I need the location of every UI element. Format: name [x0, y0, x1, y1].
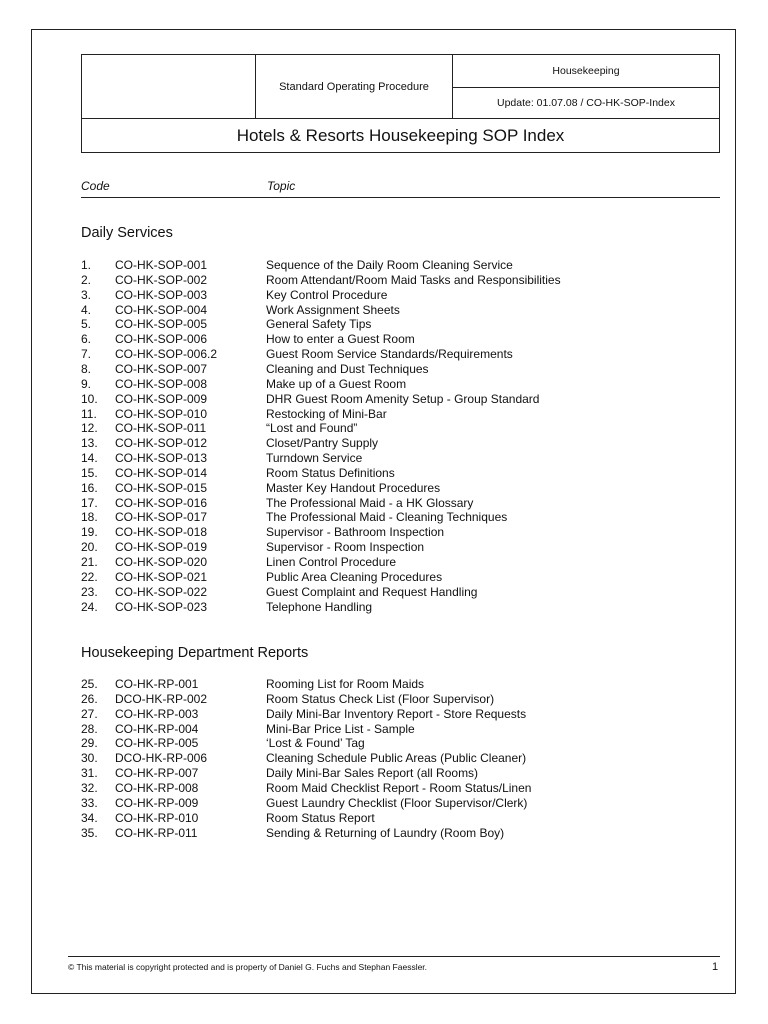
item-code: CO-HK-SOP-004: [115, 302, 208, 317]
department-label: Housekeeping: [453, 55, 719, 88]
item-code: CO-HK-RP-008: [115, 781, 199, 795]
item-topic: Room Attendant/Room Maid Tasks and Responsibilities: [266, 272, 561, 287]
item-topic: Guest Room Service Standards/Requirements: [266, 347, 513, 362]
index-row: [81, 377, 721, 392]
item-code: CO-HK-RP-007: [115, 766, 199, 781]
item-topic: Room Status Check List (Floor Supervisor): [266, 691, 495, 706]
footer-divider: [68, 956, 720, 957]
item-code: CO-HK-RP-001: [115, 677, 199, 691]
item-code: CO-HK-SOP-013: [115, 451, 208, 465]
index-row: [81, 781, 721, 796]
index-row: [81, 496, 721, 511]
item-code: CO-HK-RP-009: [115, 795, 199, 810]
item-number: 28.: [81, 721, 98, 736]
item-code: CO-HK-SOP-008: [115, 376, 208, 391]
item-topic: Cleaning Schedule Public Areas (Public Cleaner): [266, 751, 527, 766]
index-row: [81, 585, 721, 600]
item-number: 22.: [81, 569, 98, 584]
item-topic: Supervisor - Room Inspection: [266, 540, 425, 555]
item-topic: Linen Control Procedure: [266, 555, 397, 569]
item-code: CO-HK-SOP-020: [115, 555, 208, 569]
item-number: 7.: [81, 347, 92, 362]
index-row: [81, 707, 721, 722]
item-number: 10.: [81, 391, 98, 406]
item-number: 2.: [81, 272, 92, 287]
item-topic: Rooming List for Room Maids: [266, 677, 425, 691]
item-code: CO-HK-SOP-019: [115, 540, 208, 555]
item-topic: Key Control Procedure: [266, 287, 388, 302]
index-row: [81, 436, 721, 451]
index-row: [81, 288, 721, 303]
item-number: 16.: [81, 480, 98, 495]
index-row: [81, 392, 721, 407]
item-code: CO-HK-RP-011: [115, 825, 198, 840]
section-title: Housekeeping Department Reports: [81, 645, 309, 661]
item-topic: Room Maid Checklist Report - Room Status/Linen: [266, 781, 532, 795]
item-code: CO-HK-SOP-002: [115, 272, 208, 287]
item-topic: The Professional Maid - Cleaning Techniques: [266, 510, 508, 525]
item-number: 3.: [81, 287, 92, 302]
index-row: [81, 826, 721, 841]
item-number: 27.: [81, 706, 98, 721]
index-row: [81, 796, 721, 811]
index-row: [81, 273, 721, 288]
item-number: 6.: [81, 332, 92, 347]
item-code: CO-HK-RP-005: [115, 736, 199, 751]
item-topic: Restocking of Mini-Bar: [266, 406, 387, 421]
item-number: 26.: [81, 691, 98, 706]
code-column-header: Code: [81, 179, 110, 193]
item-topic: Sequence of the Daily Room Cleaning Service: [266, 258, 513, 272]
item-topic: DHR Guest Room Amenity Setup - Group Standard: [266, 391, 540, 406]
item-topic: General Safety Tips: [266, 317, 372, 332]
item-topic: Public Area Cleaning Procedures: [266, 569, 443, 584]
item-topic: Daily Mini-Bar Inventory Report - Store Requests: [266, 706, 527, 721]
index-row: [81, 362, 721, 377]
item-topic: Guest Laundry Checklist (Floor Supervisor/Clerk): [266, 795, 528, 810]
item-topic: Telephone Handling: [266, 599, 373, 614]
item-code: CO-HK-SOP-006: [115, 332, 208, 347]
item-topic: Make up of a Guest Room: [266, 376, 407, 391]
item-number: 8.: [81, 361, 92, 376]
item-code: CO-HK-SOP-014: [115, 465, 208, 480]
item-number: 15.: [81, 465, 98, 480]
item-topic: Room Status Definitions: [266, 465, 395, 480]
index-row: [81, 510, 721, 525]
index-row: [81, 736, 721, 751]
item-number: 34.: [81, 810, 98, 825]
item-code: CO-HK-SOP-003: [115, 287, 208, 302]
topic-column-header: Topic: [267, 179, 296, 193]
index-row: [81, 600, 721, 615]
item-code: DCO-HK-RP-002: [115, 691, 208, 706]
item-code: CO-HK-SOP-016: [115, 495, 208, 510]
item-number: 17.: [81, 495, 98, 510]
item-topic: Sending & Returning of Laundry (Room Boy): [266, 825, 505, 840]
index-row: [81, 407, 721, 422]
item-topic: Daily Mini-Bar Sales Report (all Rooms): [266, 766, 479, 781]
item-code: CO-HK-SOP-017: [115, 510, 208, 525]
item-number: 13.: [81, 436, 98, 451]
index-row: [81, 303, 721, 318]
index-row: [81, 451, 721, 466]
item-number: 1.: [81, 258, 92, 272]
item-number: 25.: [81, 677, 98, 691]
item-number: 21.: [81, 555, 98, 569]
item-number: 11.: [81, 406, 97, 421]
document-title: Hotels & Resorts Housekeeping SOP Index: [236, 125, 565, 145]
item-code: CO-HK-SOP-007: [115, 361, 208, 376]
item-number: 20.: [81, 540, 98, 555]
item-code: DCO-HK-RP-006: [115, 751, 208, 766]
index-row: [81, 751, 721, 766]
index-row: [81, 540, 721, 555]
index-row: [81, 766, 721, 781]
section-title: Daily Services: [81, 225, 173, 241]
item-topic: How to enter a Guest Room: [266, 332, 415, 347]
item-topic: The Professional Maid - a HK Glossary: [266, 495, 474, 510]
item-code: CO-HK-SOP-011: [115, 421, 207, 436]
item-number: 4.: [81, 302, 92, 317]
item-number: 31.: [81, 766, 98, 781]
index-row: [81, 421, 721, 436]
column-headers: [81, 178, 720, 198]
item-number: 5.: [81, 317, 92, 332]
item-topic: Master Key Handout Procedures: [266, 480, 441, 495]
index-row: [81, 811, 721, 826]
index-row: [81, 332, 721, 347]
item-code: CO-HK-RP-004: [115, 721, 199, 736]
index-row: [81, 466, 721, 481]
sop-header-table: [81, 54, 720, 153]
item-number: 18.: [81, 510, 98, 525]
sop-label: Standard Operating Procedure: [256, 55, 453, 119]
update-label: Update: 01.07.08 / CO-HK-SOP-Index: [453, 88, 719, 119]
item-code: CO-HK-SOP-023: [115, 599, 208, 614]
index-row: [81, 692, 721, 707]
item-code: CO-HK-RP-010: [115, 810, 199, 825]
item-number: 12.: [81, 421, 98, 436]
item-topic: “Lost and Found”: [266, 421, 358, 436]
item-topic: Cleaning and Dust Techniques: [266, 361, 429, 376]
index-row: [81, 722, 721, 737]
page-number: 1: [712, 961, 719, 973]
index-row: [81, 258, 721, 273]
item-number: 14.: [81, 451, 98, 465]
item-number: 30.: [81, 751, 98, 766]
item-number: 29.: [81, 736, 98, 751]
item-number: 32.: [81, 781, 98, 795]
item-topic: Closet/Pantry Supply: [266, 436, 379, 451]
item-code: CO-HK-SOP-012: [115, 436, 208, 451]
index-row: [81, 570, 721, 585]
index-row: [81, 481, 721, 496]
item-code: CO-HK-SOP-010: [115, 406, 208, 421]
item-number: 19.: [81, 525, 98, 540]
item-code: CO-HK-SOP-015: [115, 480, 208, 495]
item-number: 9.: [81, 376, 92, 391]
item-code: CO-HK-SOP-001: [115, 258, 208, 272]
item-topic: Mini-Bar Price List - Sample: [266, 721, 415, 736]
item-number: 35.: [81, 825, 98, 840]
item-code: CO-HK-SOP-018: [115, 525, 208, 540]
item-code: CO-HK-SOP-022: [115, 584, 208, 599]
copyright-notice: © This material is copyright protected and is property of Daniel G. Fuchs and Stephan Faessler.: [68, 962, 428, 972]
item-code: CO-HK-RP-003: [115, 706, 199, 721]
item-number: 33.: [81, 795, 98, 810]
item-code: CO-HK-SOP-009: [115, 391, 208, 406]
item-topic: Supervisor - Bathroom Inspection: [266, 525, 445, 540]
item-number: 23.: [81, 584, 98, 599]
logo-cell: [82, 55, 256, 119]
item-topic: Guest Complaint and Request Handling: [266, 584, 478, 599]
index-row: [81, 347, 721, 362]
item-code: CO-HK-SOP-021: [115, 569, 208, 584]
item-code: CO-HK-SOP-005: [115, 317, 208, 332]
index-row: [81, 555, 721, 570]
index-row: [81, 677, 721, 692]
item-topic: ‘Lost & Found’ Tag: [266, 736, 365, 751]
item-topic: Room Status Report: [266, 810, 375, 825]
item-code: CO-HK-SOP-006.2: [115, 347, 218, 362]
index-row: [81, 317, 721, 332]
index-row: [81, 525, 721, 540]
item-number: 24.: [81, 599, 98, 614]
item-topic: Turndown Service: [266, 451, 363, 465]
item-topic: Work Assignment Sheets: [266, 302, 400, 317]
